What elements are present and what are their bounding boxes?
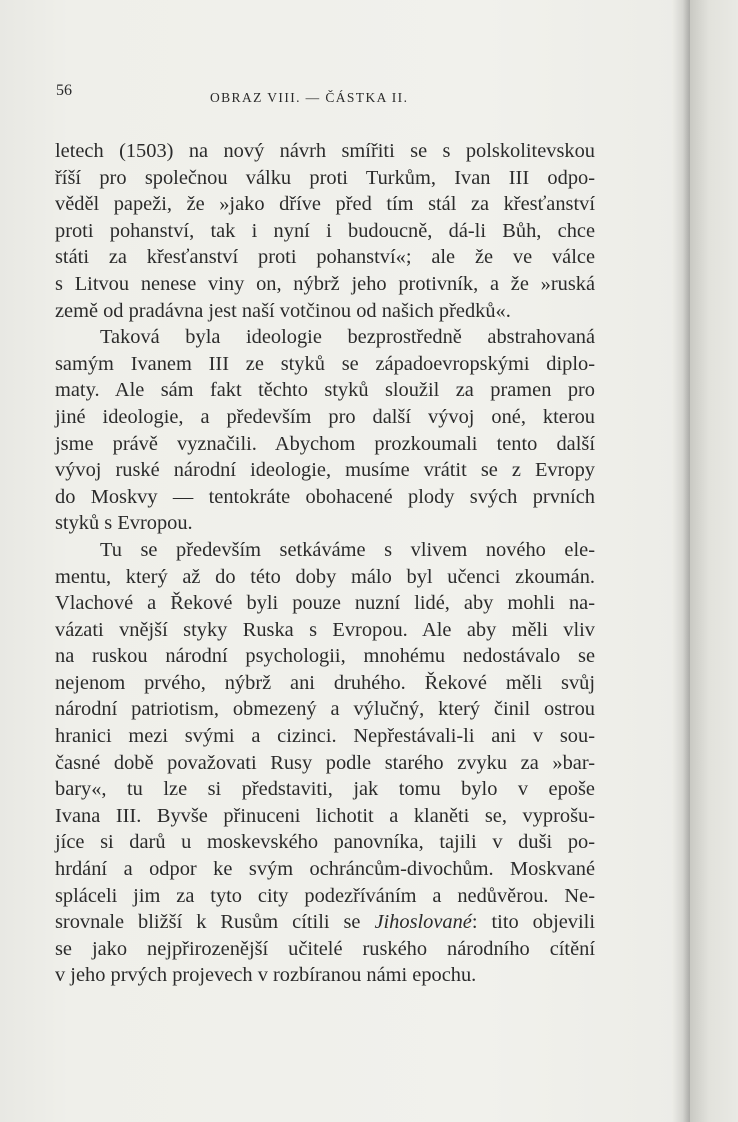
adjacent-page-edge <box>690 0 738 1122</box>
line-text: se jako nejpřirozenější učitelé ruského národního cítění <box>55 937 595 960</box>
text-line <box>55 776 595 803</box>
line-text: Ivana III. Byvše přinuceni lichotit a klaněti se, vyprošu- <box>55 804 595 827</box>
line-text: srovnale bližší k Rusům cítili se <box>55 911 361 934</box>
text-line <box>55 484 595 511</box>
line-text: hrdání a odpor ke svým ochráncům-divochům. Moskvané <box>55 858 595 881</box>
line-text: jsme právě vyznačili. Abychom prozkoumali tento další <box>55 432 595 455</box>
line-text: říší pro společnou válku proti Turkům, Ivan III odpo- <box>55 166 595 189</box>
text-line <box>55 856 595 883</box>
text-line <box>55 883 595 910</box>
line-text: maty. Ale sám fakt těchto styků sloužil za pramen pro <box>55 379 595 402</box>
line-text-tail: : tito objevili <box>471 911 595 934</box>
line-text: styků s Evropou. <box>55 512 193 535</box>
text-line <box>55 457 595 484</box>
text-line <box>55 670 595 697</box>
line-text: Vlachové a Řekové byli pouze nuzní lidé, aby mohli na- <box>55 592 595 615</box>
text-line <box>55 404 595 431</box>
text-line <box>55 271 595 298</box>
line-text: v jeho prvých projevech v rozbíranou námi epochu. <box>55 964 477 987</box>
text-line <box>55 696 595 723</box>
line-text: s Litvou nenese viny on, nýbrž jeho protivník, a že »ruská <box>55 272 595 295</box>
line-text: na ruskou národní psychologii, mnohému nedostávalo se <box>55 645 595 668</box>
line-text: jiné ideologie, a především pro další vývoj oné, kterou <box>55 405 595 428</box>
line-text: hranici mezi svými a cizinci. Nepřestávali-li ani v sou- <box>55 725 595 748</box>
line-text: jíce si darů u moskevského panovníka, tajili v duši po- <box>55 831 595 854</box>
line-text: vývoj ruské národní ideologie, musíme vrátit se z Evropy <box>55 459 595 482</box>
line-text: spláceli jim za tyto city podezříváním a nedůvěrou. Ne- <box>55 884 595 907</box>
line-text: země od pradávna jest naší votčinou od našich předků«. <box>55 299 511 322</box>
text-line <box>55 165 595 192</box>
text-line <box>55 298 595 325</box>
line-text: proti pohanství, tak i nyní i budoucně, dá-li Bůh, chce <box>55 219 595 242</box>
line-text: věděl papeži, že »jako dříve před tím stál za křesťanství <box>55 193 595 216</box>
text-line <box>55 324 595 351</box>
text-line <box>55 510 595 537</box>
text-line <box>55 244 595 271</box>
line-text: mentu, který až do této doby málo byl učenci zkoumán. <box>55 565 595 588</box>
text-line <box>55 909 595 936</box>
text-line <box>55 564 595 591</box>
line-text: letech (1503) na nový návrh smířiti se s polskolitevskou <box>55 140 595 162</box>
text-line <box>55 962 595 989</box>
text-line <box>55 377 595 404</box>
line-text: vázati vnější styky Ruska s Evropou. Ale aby měli vliv <box>55 618 595 641</box>
text-line <box>55 590 595 617</box>
text-line <box>55 191 595 218</box>
text-line <box>55 803 595 830</box>
text-line <box>55 643 595 670</box>
text-line <box>55 617 595 644</box>
text-line <box>55 431 595 458</box>
line-text: časné době považovati Rusy podle starého zvyku za »bar- <box>55 751 595 774</box>
line-text: Taková byla ideologie bezprostředně abstrahovaná <box>100 326 595 349</box>
line-text: státi za křesťanství proti pohanství«; ale že ve válce <box>55 246 595 269</box>
page-number: 56 <box>56 82 72 99</box>
text-line <box>55 218 595 245</box>
line-text: samým Ivanem III ze styků se západoevropskými diplo- <box>55 352 595 375</box>
text-line <box>55 829 595 856</box>
italic-term: Jihoslované <box>374 911 472 934</box>
text-line <box>55 936 595 963</box>
text-line <box>55 723 595 750</box>
line-text: do Moskvy — tentokráte obohacené plody svých prvních <box>55 485 595 508</box>
text-line <box>55 138 595 165</box>
text-line <box>55 537 595 564</box>
running-head: OBRAZ VIII. — ČÁSTKA II. <box>210 90 409 105</box>
line-text: Tu se především setkáváme s vlivem nového ele- <box>100 538 595 561</box>
line-text: nejenom prvého, nýbrž ani druhého. Řekové měli svůj <box>55 671 595 694</box>
page-gutter-shadow <box>672 0 690 1122</box>
line-text: národní patriotism, obmezený a výlučný, který činil ostrou <box>55 698 595 721</box>
text-line <box>55 750 595 777</box>
body-text <box>55 138 595 989</box>
text-line <box>55 351 595 378</box>
line-text: bary«, tu lze si představiti, jak tomu bylo v epoše <box>55 778 595 801</box>
